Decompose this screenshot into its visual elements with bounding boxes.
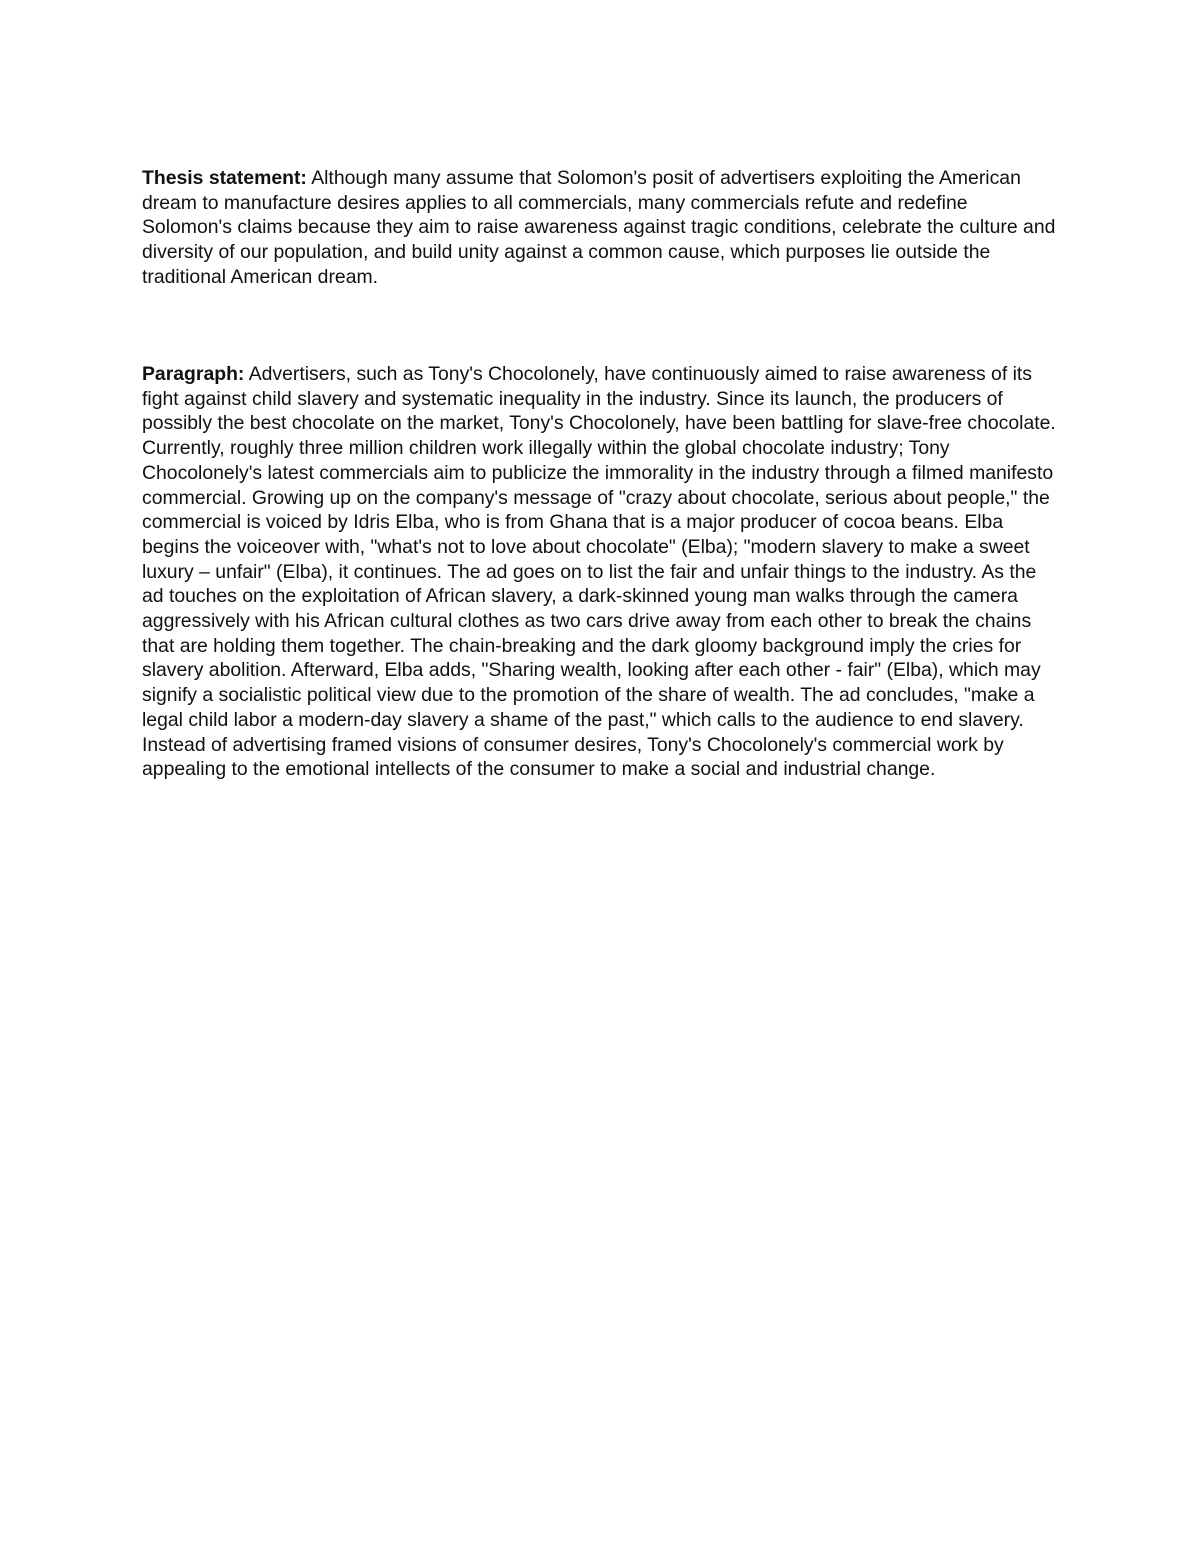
body-paragraph bbox=[142, 362, 1060, 782]
paragraph-label: Paragraph: bbox=[142, 363, 245, 385]
thesis-statement bbox=[142, 166, 1060, 290]
paragraph-text: Advertisers, such as Tony's Chocolonely, have continuously aimed to raise awareness of its fight against child slavery and systematic inequality in the industry. Since its launch, the producers of possibly the best chocolate on the market, Tony's Chocolonely, have been battling for slave-free chocolate. Currently, roughly three million children work illegally within the global chocolate industry; Tony Chocolonely's latest commercials aim to publicize the immorality in the industry through a filmed manifesto commercial. Growing up on the company's message of "crazy about chocolate, serious about people," the commercial is voiced by Idris Elba, who is from Ghana that is a major producer of cocoa beans. Elba begins the voiceover with, "what's not to love about chocolate" (Elba); "modern slavery to make a sweet luxury – unfair" (Elba), it continues. The ad goes on to list the fair and unfair things to the industry. As the ad touches on the exploitation of African slavery, a dark-skinned young man walks through the camera aggressively with his African cultural clothes as two cars drive away from each other to break the chains that are holding them together. The chain-breaking and the dark gloomy background imply the cries for slavery abolition. Afterward, Elba adds, "Sharing wealth, looking after each other - fair" (Elba), which may signify a socialistic political view due to the promotion of the share of wealth. The ad concludes, "make a legal child labor a modern-day slavery a shame of the past," which calls to the audience to end slavery. Instead of advertising framed visions of consumer desires, Tony's Chocolonely's commercial work by appealing to the emotional intellects of the consumer to make a social and industrial change. bbox=[142, 363, 1056, 781]
thesis-label: Thesis statement: bbox=[142, 167, 307, 189]
thesis-text: Although many assume that Solomon's posit of advertisers exploiting the American dream to manufacture desires applies to all commercials, many commercials refute and redefine Solomon's claims because they aim to raise awareness against tragic conditions, celebrate the culture and diversity of our population, and build unity against a common cause, which purposes lie outside the traditional American dream. bbox=[142, 167, 1056, 288]
